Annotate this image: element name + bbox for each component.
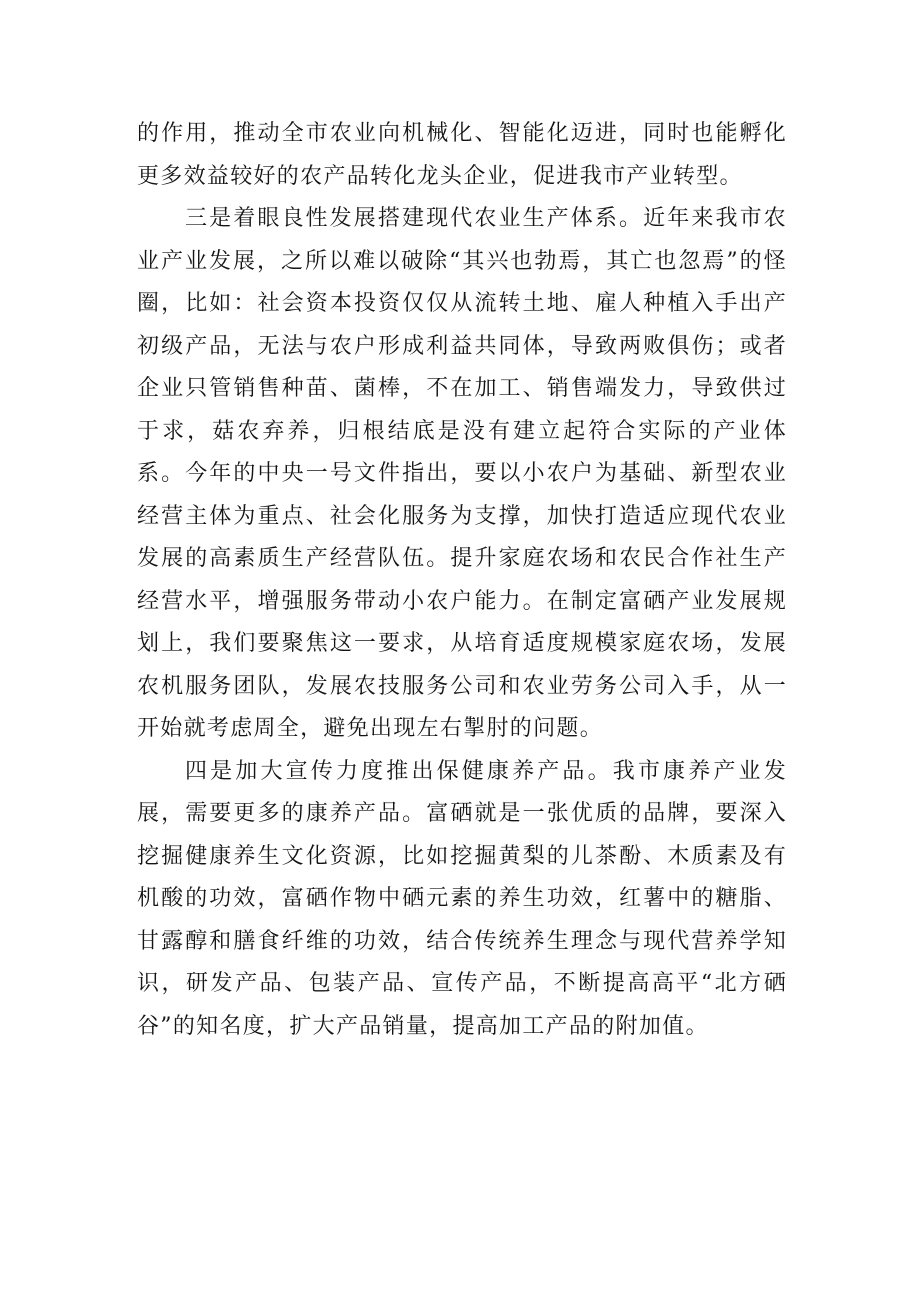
paragraph-point-three: 三是着眼良性发展搭建现代农业生产体系。近年来我市农业产业发展，之所以难以破除“其兴也勃焉，其亡也忽焉”的怪圈，比如：社会资本投资仅仅从流转土地、雇人种植入手出产初级产品，无法与农户形成利益共同体，导致两败俱伤；或者企业只管销售种苗、菌棒，不在加工、销售端发力，导致供过于求，菇农弃养，归根结底是没有建立起符合实际的产业体系。今年的中央一号文件指出，要以小农户为基础、新型农业经营主体为重点、社会化服务为支撑，加快打造适应现代农业发展的高素质生产经营队伍。提升家庭农场和农民合作社生产经营水平，增强服务带动小农户能力。在制定富硒产业发展规划上，我们要聚焦这一要求，从培育适度规模家庭农场，发展农机服务团队，发展农技服务公司和农业劳务公司入手，从一开始就考虑周全，避免出现左右掣肘的问题。 [137,206,787,741]
paragraph-continuation: 的作用，推动全市农业向机械化、智能化迈进，同时也能孵化更多效益较好的农产品转化龙头企业，促进我市产业转型。 [137,121,787,189]
document-body [137,113,787,1048]
paragraph-point-four: 四是加大宣传力度推出保健康养产品。我市康养产业发展，需要更多的康养产品。富硒就是一张优质的品牌，要深入挖掘健康养生文化资源，比如挖掘黄梨的儿茶酚、木质素及有机酸的功效，富硒作物中硒元素的养生功效，红薯中的糖脂、甘露醇和膳食纤维的功效，结合传统养生理念与现代营养学知识，研发产品、包装产品、宣传产品，不断提高高平“北方硒谷”的知名度，扩大产品销量，提高加工产品的附加值。 [137,758,787,1039]
